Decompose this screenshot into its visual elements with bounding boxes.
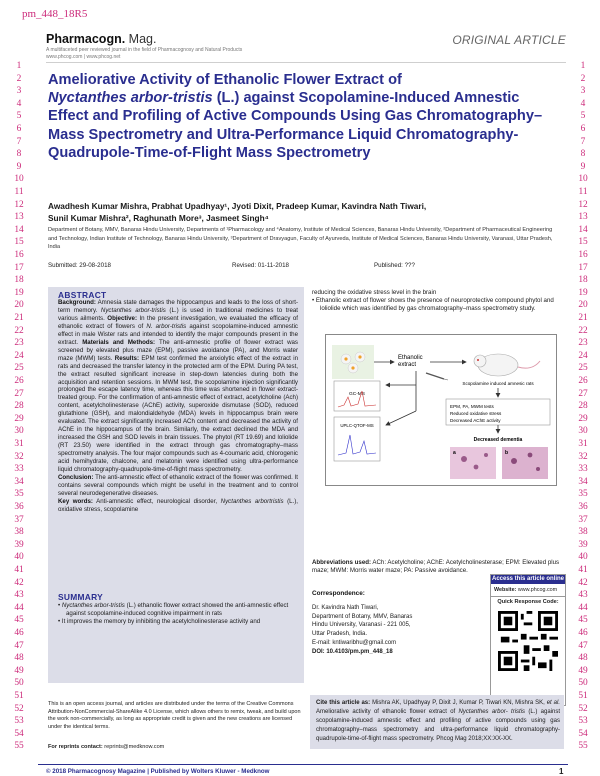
conclusion-label: Conclusion:	[58, 473, 94, 481]
result-box-1	[446, 399, 550, 425]
line-number: 44	[578, 602, 588, 613]
line-number: 2	[16, 73, 22, 84]
fig-gcms: GC-MS	[349, 392, 365, 397]
journal-name-suffix: Mag.	[128, 32, 157, 46]
line-number: 27	[14, 388, 24, 399]
line-number: 1	[580, 61, 586, 71]
abbreviations-label: Abbreviations used:	[312, 559, 372, 566]
keywords-text-b: (L.), oxidative stress, scopolamine	[58, 497, 298, 513]
line-number: 50	[578, 678, 588, 689]
corr-doi[interactable]: DOI: 10.4103/pm.pm_448_18	[312, 648, 393, 655]
line-number: 2	[580, 73, 586, 84]
objective-text-b: against scopolamine-induced amnestic effect in male Wister rats and intended to identify the major compounds present in the extract.	[58, 322, 299, 346]
line-number: 51	[578, 691, 588, 701]
revised-date: Revised: 01-11-2018	[232, 262, 289, 269]
fig-label-a: a	[453, 450, 456, 456]
keywords-species: Nyctanthes arbortristis	[220, 497, 284, 505]
authors-line1: Awadhesh Kumar Mishra, Prabhat Upadhyay¹, Jyoti Dixit, Pradeep Kumar, Kavindra Nath Tiwari,	[48, 201, 427, 211]
summary-continuation: reducing the oxidative stress level in the brain	[312, 289, 437, 296]
line-number: 13	[14, 212, 24, 223]
rat-image	[474, 354, 540, 376]
objective-species: N. arbor-tristis	[146, 322, 187, 330]
line-number: 40	[578, 552, 588, 563]
line-number: 23	[578, 338, 588, 349]
line-number: 12	[578, 199, 588, 210]
reprints-email[interactable]: reprints@medknow.com	[102, 744, 165, 750]
line-number: 39	[578, 539, 588, 550]
line-number: 34	[14, 476, 24, 487]
line-number: 41	[578, 565, 588, 575]
fig-uplc: UPLC-QTOF-MS	[340, 423, 374, 428]
keywords-text-a: Anti-amnestic effect, neurological disorder,	[92, 497, 221, 505]
line-number: 27	[578, 388, 588, 399]
line-number: 53	[14, 716, 24, 727]
summary-bullet-3-text: Ethanolic extract of flower shows the presence of neuroprotective compound phytol and loliolide which was identified by gas chromatography–mass spectrometry study.	[315, 296, 554, 312]
summary-continued	[312, 289, 562, 313]
fig-biochem2: Decreased AChE activity	[450, 418, 501, 423]
gcms-box	[334, 381, 380, 411]
methods-text: The anti-amnestic profile of flower extract was screened by elevated plus maze (EPM), passive avoidance (PA), and Morris water maze (MWM) tests.	[58, 338, 298, 362]
line-number: 9	[580, 161, 586, 172]
line-number: 31	[14, 439, 24, 449]
histology-image	[450, 447, 548, 479]
fig-treated: Scopolamine induced amnesic rats	[462, 381, 534, 386]
line-number: 48	[14, 653, 24, 664]
corr-dept: Department of Botany, MMV, Banaras	[312, 613, 413, 620]
results-label: Results:	[114, 354, 140, 362]
line-number: 52	[578, 703, 588, 714]
line-number: 3	[580, 86, 586, 97]
line-number: 54	[578, 728, 588, 739]
line-number: 8	[580, 149, 586, 160]
line-number: 30	[14, 426, 24, 437]
footer-copyright: © 2018 Pharmacognosy Magazine | Published by Wolters Kluwer - Medknow	[46, 768, 270, 775]
line-number: 10	[578, 174, 588, 185]
journal-name-main: Pharmacogn.	[46, 32, 126, 46]
access-heading: Access this article online	[491, 576, 565, 582]
line-number: 13	[578, 212, 588, 223]
access-website-label: Website:	[494, 587, 517, 593]
line-number: 25	[14, 363, 24, 374]
line-number: 55	[578, 741, 588, 752]
line-number: 23	[14, 338, 24, 349]
cite-label: Cite this article as:	[316, 700, 371, 706]
title-part1: Ameliorative Activity of Ethanolic Flower Extract of	[48, 72, 402, 88]
line-number: 8	[16, 149, 22, 160]
journal-subtitle	[46, 47, 306, 61]
conclusion-text: The anti-amnestic effect of ethanolic extract of the flower was confirmed. It contains several compounds which might be useful in the treatment and to control several neurodegenerative diseases.	[58, 473, 298, 497]
line-number: 33	[578, 464, 588, 475]
access-box	[490, 574, 566, 706]
correspondence-block	[312, 604, 482, 656]
summary-list	[58, 602, 298, 627]
open-access-notice: This is an open access journal, and articles are distributed under the terms of the Creative Commons Attribution-NonCommercial-ShareAlike 4.0 License, which allows others to remix, tweak, and build upon the work non-commercially, as long as appropriate credit is given and the new creations are licensed under the identical terms.	[48, 701, 301, 730]
line-number: 26	[578, 376, 588, 386]
abstract-heading: ABSTRACT	[58, 290, 107, 300]
summary-bullet-1: • Nyctanthes arbor-tristis (L.) ethanolic flower extract showed the anti-amnestic effect against scopolamine-induced cognitive impairment in rats	[58, 602, 289, 618]
line-number: 29	[578, 413, 588, 424]
title-species: Nyctanthes arbor-tristis	[48, 90, 213, 107]
correspondence-heading: Correspondence:	[312, 590, 365, 597]
line-number: 29	[14, 413, 24, 424]
line-number: 45	[578, 615, 588, 626]
line-number: 47	[578, 640, 588, 651]
line-number: 49	[14, 665, 24, 676]
uplc-box	[334, 417, 380, 461]
line-number: 16	[14, 250, 24, 260]
line-number: 18	[14, 275, 24, 286]
line-number: 32	[14, 451, 24, 462]
line-number: 32	[578, 451, 588, 462]
line-number: 47	[14, 640, 24, 651]
line-number: 14	[578, 224, 588, 235]
line-number: 28	[578, 401, 588, 412]
line-number: 42	[14, 577, 24, 588]
line-number: 19	[578, 287, 588, 298]
line-number: 42	[578, 577, 588, 588]
line-number: 34	[578, 476, 588, 487]
summary-bullet-2-text: It improves the memory by inhibiting the acetylcholinesterase activity and	[61, 618, 261, 626]
objective-label: Objective:	[107, 314, 137, 322]
line-number: 16	[578, 250, 588, 260]
line-number: 49	[578, 665, 588, 676]
qr-label: Quick Response Code:	[497, 599, 559, 605]
line-number: 37	[578, 514, 588, 525]
line-number: 54	[14, 728, 24, 739]
line-number: 7	[580, 136, 586, 147]
background-species: Nyctanthes arbor-tristis	[100, 306, 166, 314]
journal-name	[46, 32, 156, 46]
line-number: 21	[14, 313, 24, 323]
line-number: 24	[578, 350, 588, 361]
line-number: 40	[14, 552, 24, 563]
line-number: 6	[580, 124, 586, 134]
line-number: 52	[14, 703, 24, 714]
affiliations: Department of Botany, MMV, Banaras Hindu University, Departments of ¹Pharmacology and ⁴Anatomy, Institute of Medical Sciences, Banaras Hindu University, ²Department of Pharmaceutical Engineering and Technology, Indian Institute of Technology, Banaras Hindu University, ³Department of Dravyagun, Faculty of Ayurveda, Institute of Medical Sciences, Banaras Hindu University, Varanasi, Uttar Pradesh, India	[48, 227, 553, 251]
cite-text	[316, 699, 560, 744]
qr-code-icon[interactable]	[498, 611, 558, 671]
fig-dementia: Decreased dementia	[473, 437, 523, 443]
line-number: 19	[14, 287, 24, 298]
line-number: 38	[14, 527, 24, 538]
line-number: 28	[14, 401, 24, 412]
fig-biochem1: Reduced oxidative stress	[450, 411, 502, 416]
line-number: 46	[578, 628, 588, 638]
access-website	[491, 584, 565, 597]
line-number: 33	[14, 464, 24, 475]
summary-bullet-2: • It improves the memory by inhibiting the acetylcholinesterase activity and	[58, 618, 261, 626]
page-number: 1	[559, 767, 564, 776]
line-number: 9	[16, 161, 22, 172]
line-number: 20	[578, 300, 588, 311]
line-number: 17	[578, 262, 588, 273]
fig-label-b: b	[505, 450, 509, 456]
background-label: Background:	[58, 299, 96, 306]
line-number: 36	[14, 502, 24, 512]
summary-bullet-1-text: (L.) ethanolic flower extract showed the anti-amnestic effect against scopolamine-induced cognitive impairment in rats	[66, 602, 289, 618]
line-number: 22	[14, 325, 24, 336]
author-list	[48, 200, 558, 224]
line-number: 12	[14, 199, 24, 210]
line-number: 46	[14, 628, 24, 638]
corr-state: Uttar Pradesh, India.	[312, 631, 368, 638]
line-number: 25	[578, 363, 588, 374]
authors-line2: Sunil Kumar Mishra², Raghunath More³, Jasmeet Singh⁴	[48, 213, 269, 223]
background-text-a: Amnesia state damages the hippocampus and leads to the loss of short-term memory.	[58, 299, 298, 314]
line-number: 7	[16, 136, 22, 147]
line-number: 26	[14, 376, 24, 386]
cite-text-c: (L.) against scopolamine-induced amnestic effect and profiling of active compounds using gas chromatography–mass spectrometry and ultra-performance liquid chromatography-quadrupole-time-of-flight mass spectrometry. Phcog Mag 2018;XX:XX-XX.	[316, 708, 561, 742]
abstract-text	[58, 299, 298, 514]
published-date: Published: ???	[374, 262, 415, 269]
fig-tests: EPM, PA, MWM tests	[450, 404, 494, 409]
line-number: 6	[16, 124, 22, 134]
line-number: 48	[578, 653, 588, 664]
line-number: 11	[14, 187, 24, 197]
line-number: 39	[14, 539, 24, 550]
line-number: 3	[16, 86, 22, 97]
graphical-abstract	[325, 334, 557, 486]
line-number: 55	[14, 741, 24, 752]
line-number: 1	[16, 61, 22, 71]
background-text-b: (L.) is used in traditional medicines to treat various ailments.	[58, 306, 298, 322]
summary-species: Nyctanthes arbor-tristis	[61, 602, 125, 609]
line-number: 43	[578, 590, 588, 601]
fig-extract: extract	[398, 362, 417, 368]
header-divider	[46, 62, 566, 63]
line-number: 10	[14, 174, 24, 185]
corr-univ: Hindu University, Varanasi - 221 005,	[312, 622, 411, 629]
line-number: 20	[14, 300, 24, 311]
line-number: 5	[580, 111, 586, 122]
fig-ethanolic: Ethanolic	[398, 355, 423, 361]
line-number: 30	[578, 426, 588, 437]
corr-email[interactable]: E-mail: kntiwaribhu@gmail.com	[312, 639, 397, 646]
title-part2: (L.) against Scopolamine-Induced Amnestic Effect and Profiling of Active Compounds Using Gas Chromatography–Mass Spectrometry and Ultra-Performance Liquid Chromatography-Quadrupole-Time-of-Flight Mass Spectrometry	[48, 90, 543, 161]
objective-text-a: In the present investigation, we evaluated the efficacy of ethanolic extract of flowers of	[58, 314, 298, 330]
cite-etal: et al.	[546, 700, 560, 706]
line-number: 38	[578, 527, 588, 538]
flower-image	[332, 345, 374, 379]
syringe-icon	[426, 373, 448, 380]
line-number: 37	[14, 514, 24, 525]
line-number: 24	[14, 350, 24, 361]
cite-species: Nyctanthes arbor- tristis	[458, 708, 526, 715]
graphical-abstract-svg	[326, 335, 556, 485]
line-number: 4	[580, 98, 586, 109]
line-number: 18	[578, 275, 588, 286]
line-number: 50	[14, 678, 24, 689]
results-text: EPM test confirmed the anxiolytic effect of the extract in rats and decreased the transfer latency in the protected arm of the EPM. During PA test, the extract resulted significant increase in step-down latencies during both the acquisition and retention sessions. In MWM test, the scopolamine injection significantly prolonged the escape latency time, whereas this time was shortened in flower extract-treated group. For the confirmation of anti-amnestic effect of extract, acetylcholine (Ach) content, acetylcholinesterase (AChE) activity, superoxide dismutase (SOD), reduced glutathione (GSH), and malondialdehyde (MDA) levels in hippocampus brain were evaluated. The extract significantly increased ACh content and decreased the activity of AChE in the hippocampus of the brain. Similarly, the extract declined the MDA and increased the GSH and SOD levels in brain tissues. The phytol (RT 19.69) and loliolide (RT 23.50) were identified in the extract through gas chromatography–mass spectrometry analysis. The four major compounds such as 4-coumaric acid, chlorogenic acid hemihydrate, chalcone, and melatonin were identified using ultra-performance liquid chromatography-quadrupole-time-of-flight mass spectrometry.	[58, 354, 298, 474]
journal-subtitle-text: A multifaceted peer reviewed journal in the field of Pharmacognosy and Natural Products	[46, 47, 243, 53]
line-number: 21	[578, 313, 588, 323]
corr-name: Dr. Kavindra Nath Tiwari,	[312, 605, 379, 611]
footer-divider	[38, 764, 568, 765]
reprints-label: For reprints contact:	[48, 744, 103, 750]
summary-heading: SUMMARY	[58, 592, 104, 602]
manuscript-id: pm_448_18R5	[22, 8, 88, 20]
section-label: ORIGINAL ARTICLE	[452, 33, 566, 47]
line-number: 14	[14, 224, 24, 235]
line-number: 22	[578, 325, 588, 336]
line-number: 15	[14, 237, 24, 248]
line-number: 44	[14, 602, 24, 613]
line-number: 51	[14, 691, 24, 701]
line-number: 43	[14, 590, 24, 601]
line-number: 36	[578, 502, 588, 512]
line-number: 31	[578, 439, 588, 449]
line-number: 35	[578, 489, 588, 500]
keywords-label: Key words:	[58, 497, 93, 505]
line-number: 17	[14, 262, 24, 273]
cite-text-a: Mishra AK, Upadhyay P, Dixit J, Kumar P, Tiwari KN, Mishra SK,	[370, 700, 547, 706]
journal-website: www.phcog.com | www.phcog.net	[46, 54, 121, 60]
line-number: 35	[14, 489, 24, 500]
line-number: 11	[578, 187, 588, 197]
line-number: 5	[16, 111, 22, 122]
submitted-date: Submitted: 29-08-2018	[48, 262, 111, 269]
line-number: 15	[578, 237, 588, 248]
line-number: 4	[16, 98, 22, 109]
access-website-url[interactable]: www.phcog.com	[517, 587, 558, 593]
line-number: 45	[14, 615, 24, 626]
line-number: 53	[578, 716, 588, 727]
line-number: 41	[14, 565, 24, 575]
summary-bullet-3: • Ethanolic extract of flower shows the presence of neuroprotective compound phytol and loliolide which was identified by gas chromatography–mass spectrometry study.	[312, 296, 554, 312]
cite-text-b: Ameliorative activity of ethanolic flower extract of	[316, 708, 459, 715]
article-title	[48, 71, 558, 162]
abbreviations-text: ACh: Acetylcholine; AChE: Acetylcholinesterase; EPM: Elevated plus maze; MWM: Morris water maze; PA: Passive avoidance.	[312, 559, 560, 575]
methods-label: Materials and Methods:	[82, 338, 156, 346]
reprints-line	[48, 744, 164, 750]
